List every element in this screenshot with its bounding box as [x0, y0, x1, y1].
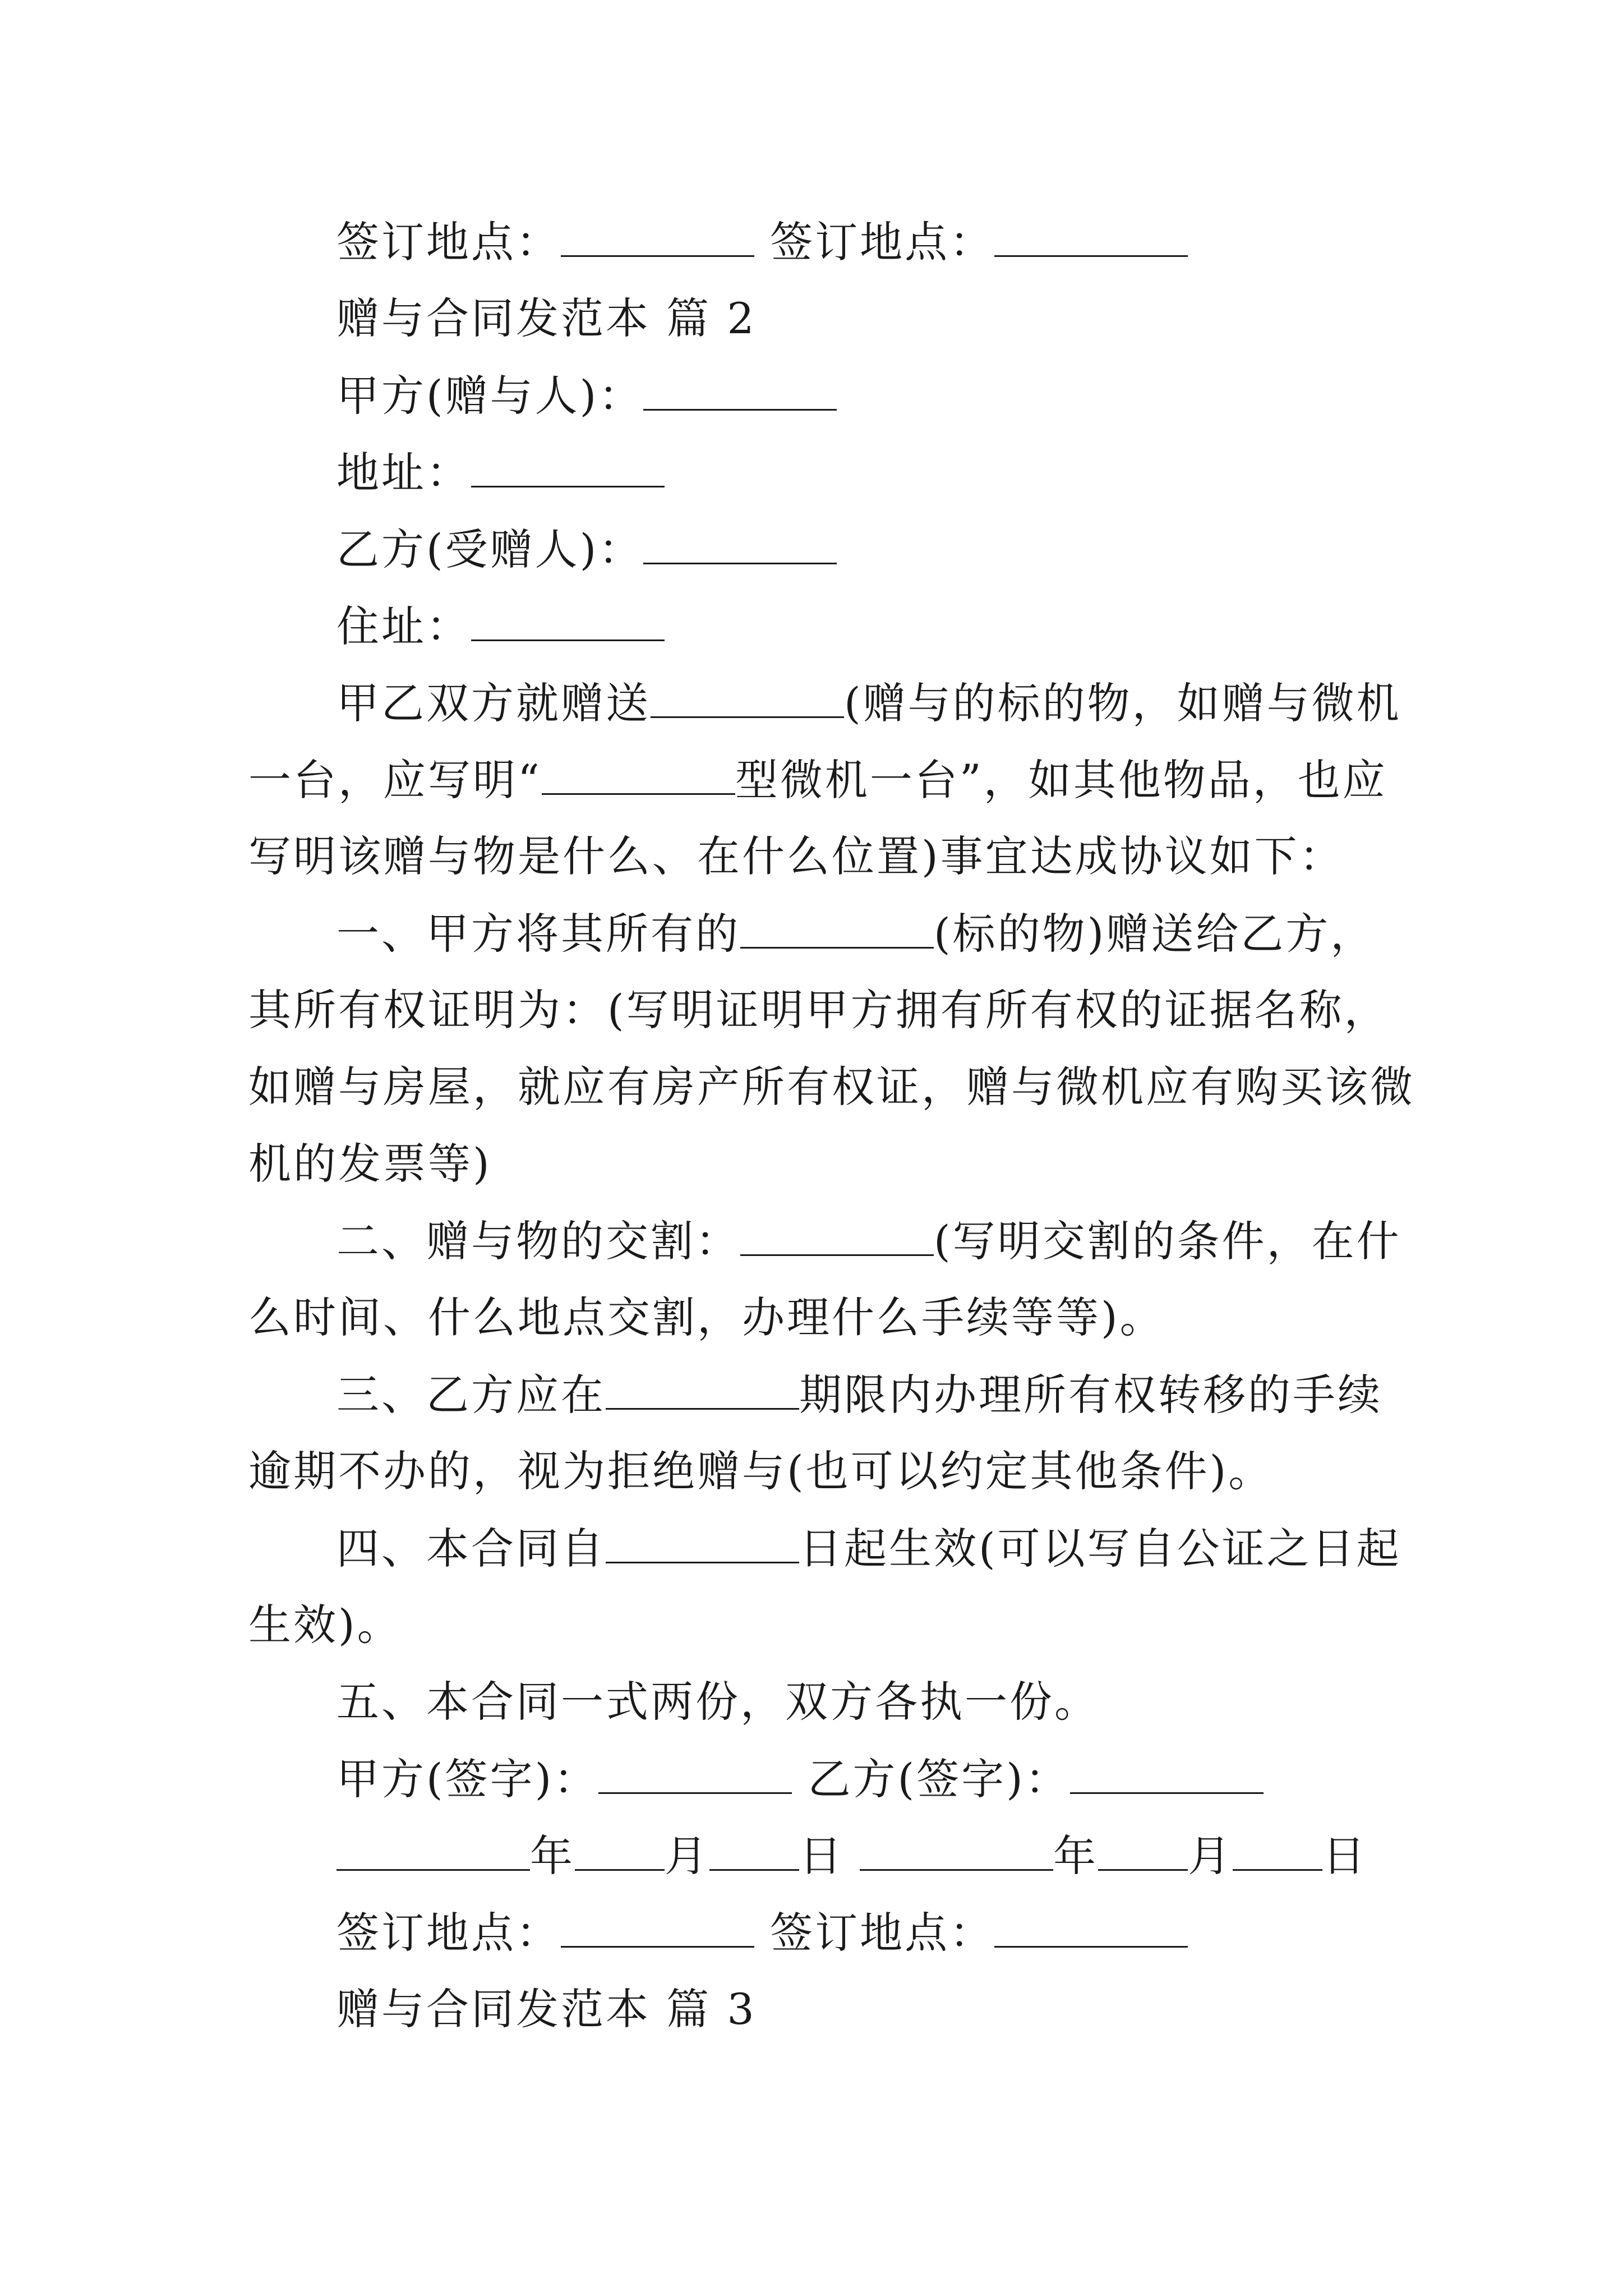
- text-line-4: [336, 448, 1387, 498]
- text-line-19: [248, 1600, 1387, 1650]
- text-line-24: [336, 1984, 1387, 2034]
- fill-in-blank: [561, 1911, 754, 1948]
- line-text: 赠与合同发范本 篇 3: [336, 1984, 757, 2034]
- fill-in-blank: [606, 1373, 799, 1410]
- text-line-11: [248, 985, 1389, 1035]
- line-text: 月: [665, 1831, 709, 1881]
- line-text: 一台，应写明“: [248, 755, 542, 805]
- text-line-7: [336, 678, 1401, 728]
- line-text: (标的物)赠送给乙方，: [934, 909, 1376, 959]
- text-line-23: [336, 1908, 1387, 1958]
- line-text: 生效)。: [248, 1600, 402, 1650]
- line-text: 三、乙方应在: [336, 1370, 606, 1420]
- line-text: 如赠与房屋，就应有房产所有权证，赠与微机应有购买该微: [248, 1062, 1415, 1112]
- line-text: 四、本合同自: [336, 1524, 606, 1573]
- text-line-12: [248, 1062, 1415, 1112]
- line-text: 甲方(赠与人)：: [336, 371, 644, 421]
- line-text: 签订地点：: [754, 1908, 995, 1958]
- fill-in-blank: [709, 1834, 799, 1871]
- text-line-1: [336, 217, 1387, 267]
- line-text: 写明该赠与物是什么、在什么位置)事宜达成协议如下：: [248, 831, 1344, 881]
- line-text: 年: [1053, 1831, 1099, 1881]
- line-text: 地址：: [336, 448, 471, 498]
- text-line-17: [248, 1446, 1387, 1496]
- text-line-3: [336, 371, 1387, 421]
- line-text: (赠与的标的物，如赠与微机: [844, 678, 1401, 728]
- text-line-16: [336, 1370, 1387, 1420]
- text-line-2: [336, 293, 1387, 343]
- text-line-10: [336, 909, 1387, 959]
- line-text: 五、本合同一式两份，双方各执一份。: [336, 1677, 1099, 1727]
- fill-in-blank: [561, 220, 754, 257]
- fill-in-blank: [471, 605, 665, 641]
- line-text: 日起生效(可以写自公证之日起: [799, 1524, 1401, 1573]
- fill-in-blank: [1233, 1834, 1322, 1871]
- fill-in-blank: [994, 220, 1188, 257]
- line-text: 型微机一台”，如其他物品，也应: [735, 755, 1387, 805]
- line-text: 一、甲方将其所有的: [336, 909, 740, 959]
- line-text: 赠与合同发范本 篇 2: [336, 293, 757, 343]
- text-line-18: [336, 1524, 1401, 1573]
- text-line-5: [336, 524, 1387, 574]
- line-text: 签订地点：: [336, 1908, 561, 1958]
- text-line-22: [336, 1831, 1387, 1881]
- fill-in-blank: [606, 1527, 799, 1563]
- line-text: 日: [799, 1831, 860, 1881]
- fill-in-blank: [575, 1834, 665, 1871]
- fill-in-blank: [1070, 1757, 1264, 1794]
- fill-in-blank: [542, 758, 735, 795]
- line-text: 乙方(受赠人)：: [336, 524, 644, 574]
- fill-in-blank: [860, 1834, 1053, 1871]
- line-text: 月: [1188, 1831, 1233, 1881]
- line-text: 其所有权证明为：(写明证明甲方拥有所有权的证据名称，: [248, 985, 1389, 1035]
- line-text: (写明交割的条件，在什: [934, 1216, 1401, 1266]
- line-text: 二、赠与物的交割：: [336, 1216, 740, 1266]
- text-line-14: [336, 1216, 1401, 1266]
- fill-in-blank: [643, 528, 837, 564]
- line-text: 机的发票等): [248, 1139, 492, 1189]
- line-text: 甲乙双方就赠送: [336, 678, 651, 728]
- fill-in-blank: [598, 1757, 792, 1794]
- line-text: 签订地点：: [754, 217, 995, 267]
- line-text: 逾期不办的，视为拒绝赠与(也可以约定其他条件)。: [248, 1446, 1274, 1496]
- fill-in-blank: [740, 912, 934, 949]
- line-text: 甲方(签字)：: [336, 1754, 599, 1804]
- fill-in-blank: [651, 682, 844, 718]
- text-line-8: [248, 755, 1387, 805]
- text-line-9: [248, 831, 1387, 881]
- text-line-21: [336, 1754, 1387, 1804]
- line-text: 么时间、什么地点交割，办理什么手续等等)。: [248, 1292, 1165, 1342]
- fill-in-blank: [471, 451, 665, 487]
- line-text: 签订地点：: [336, 217, 561, 267]
- line-text: 住址：: [336, 601, 471, 651]
- fill-in-blank: [740, 1220, 934, 1256]
- text-line-20: [336, 1677, 1387, 1727]
- fill-in-blank: [1098, 1834, 1188, 1871]
- line-text: 期限内办理所有权转移的手续: [799, 1370, 1382, 1420]
- text-line-15: [248, 1292, 1387, 1342]
- text-line-6: [336, 601, 1387, 651]
- line-text: 日: [1322, 1831, 1368, 1881]
- text-line-13: [248, 1139, 1387, 1189]
- fill-in-blank: [336, 1834, 530, 1871]
- line-text: 年: [530, 1831, 575, 1881]
- line-text: 乙方(签字)：: [792, 1754, 1070, 1804]
- fill-in-blank: [994, 1911, 1188, 1948]
- fill-in-blank: [643, 374, 837, 411]
